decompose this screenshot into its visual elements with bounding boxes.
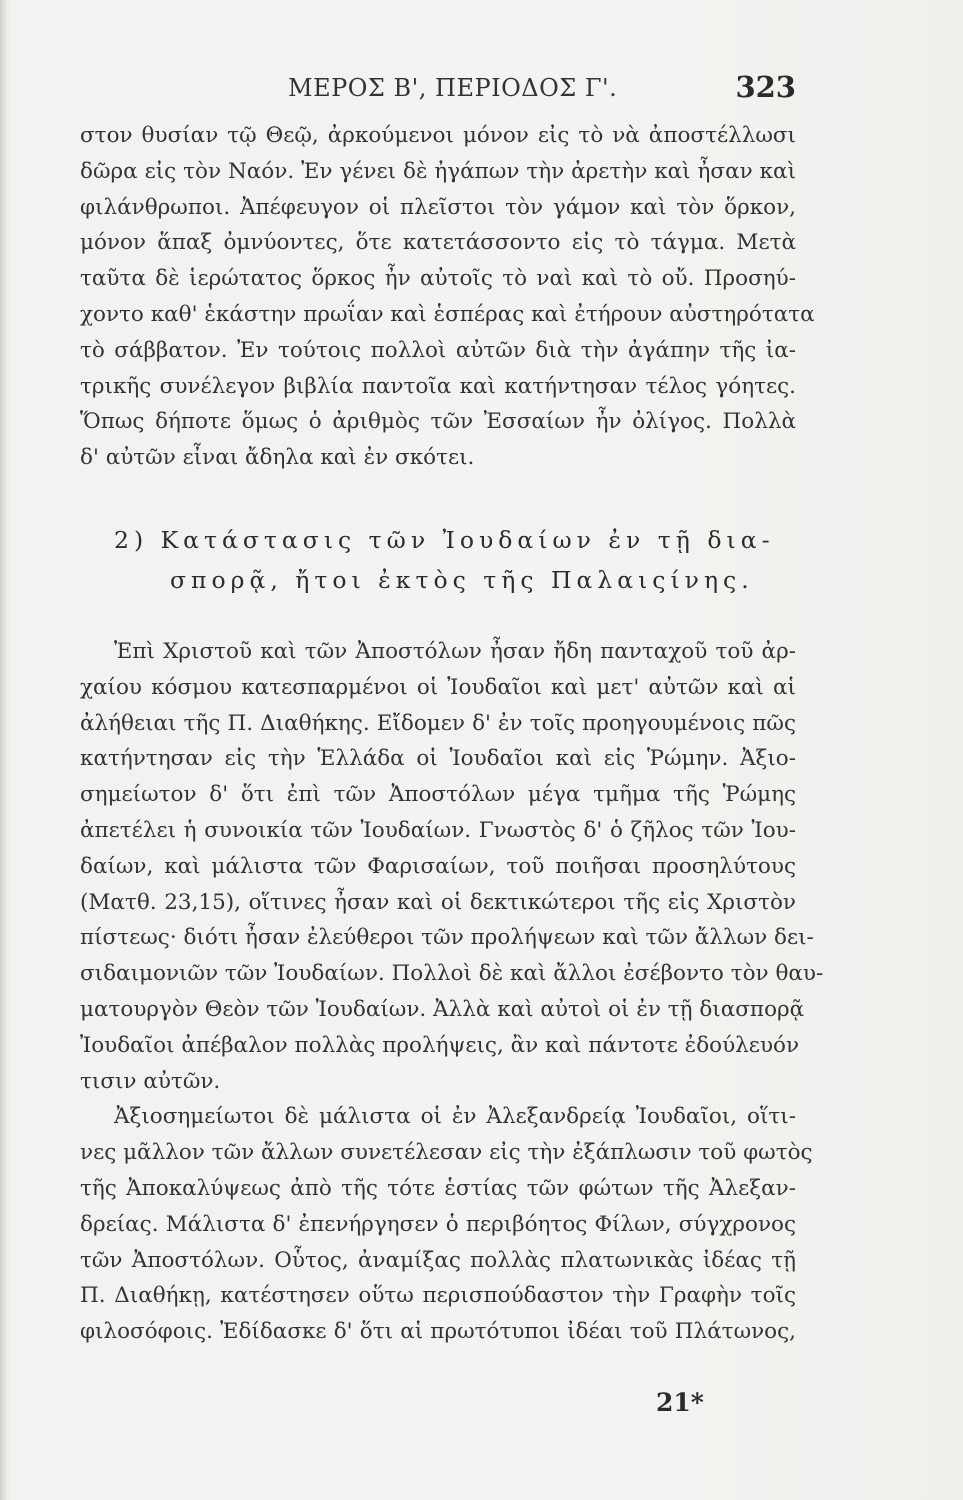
text-line: στον θυσίαν τῷ Θεῷ, ἀρκούμενοι μόνον εἰς τὸ νὰ ἀποστέλλωσι (80, 123, 796, 148)
text-line: Ὅπως δήποτε ὅμως ὁ ἀριθμὸς τῶν Ἐσσαίων ἦν ὀλίγος. Πολλὰ (80, 409, 796, 435)
text-line: χαίου κόσμου κατεσπαρμένοι οἱ Ἰουδαῖοι καὶ μετ' αὐτῶν καὶ αἱ (80, 674, 796, 700)
text-line: τὸ σάββατον. Ἐν τούτοις πολλοὶ αὐτῶν διὰ τὴν ἀγάπην τῆς ἰα- (80, 337, 796, 363)
text-line: Ἰουδαῖοι ἀπέβαλον πολλὰς προλήψεις, ἂν καὶ πάντοτε ἐδούλευόν (80, 1032, 800, 1058)
section-heading (80, 520, 796, 600)
running-head: ΜΕΡΟΣ Β', ΠΕΡΙΟΔΟΣ Γ'. (288, 74, 618, 102)
text-line: τρικῆς συνέλεγον βιβλία παντοῖα καὶ κατήντησαν τέλος γόητες. (80, 373, 796, 399)
text-line: φιλάνθρωποι. Ἀπέφευγον οἱ πλεῖστοι τὸν γάμον καὶ τὸν ὅρκον, (80, 194, 796, 220)
text-line: δρείας. Μάλιστα δ' ἐπενήργησεν ὁ περιβόητος Φίλων, σύγχρονος (80, 1211, 796, 1237)
text-line: μόνον ἅπαξ ὀμνύοντες, ὅτε κατετάσσοντο εἰς τὸ τάγμα. Μετὰ (80, 230, 796, 256)
text-line: ταῦτα δὲ ἱερώτατος ὅρκος ἦν αὐτοῖς τὸ ναὶ καὶ τὸ οὔ. Προσηύ- (80, 266, 796, 292)
text-line: δαίων, καὶ μάλιστα τῶν Φαρισαίων, τοῦ ποιῆσαι προσηλύτους (80, 853, 796, 879)
signature-mark: 21* (656, 1388, 704, 1417)
text-line: δ' αὐτῶν εἶναι ἄδηλα καὶ ἐν σκότει. (80, 445, 475, 471)
text-line: Π. Διαθήκῃ, κατέστησεν οὕτω περισπούδαστον τὴν Γραφὴν τοῖς (80, 1283, 796, 1309)
page-header (80, 70, 796, 110)
text-line: Ἀξιοσημείωτοι δὲ μάλιστα οἱ ἐν Ἀλεξανδρείᾳ Ἰουδαῖοι, οἵτι- (114, 1104, 796, 1130)
text-line: τῶν Ἀποστόλων. Οὗτος, ἀναμίξας πολλὰς πλατωνικὰς ἰδέας τῇ (80, 1247, 796, 1273)
section-heading-line-2: σπορᾷ, ἤτοι ἐκτὸς τῆς Παλαιςίνης. (170, 566, 754, 594)
section-heading-line-1: 2) Κατάστασις τῶν Ἰουδαίων ἐν τῇ δια- (114, 526, 775, 554)
page-number: 323 (735, 70, 796, 104)
text-line: νες μᾶλλον τῶν ἄλλων συνετέλεσαν εἰς τὴν ἐξάπλωσιν τοῦ φωτὸς (80, 1140, 813, 1166)
text-line: (Ματθ. 23,15), οἵτινες ἦσαν καὶ οἱ δεκτικώτεροι τῆς εἰς Χριστὸν (80, 889, 796, 915)
text-line: ματουργὸν Θεὸν τῶν Ἰουδαίων. Ἀλλὰ καὶ αὐτοὶ οἱ ἐν τῇ διασπορᾷ (80, 996, 805, 1022)
text-line: πίστεως· διότι ἦσαν ἐλεύθεροι τῶν προλήψεων καὶ τῶν ἄλλων δει- (80, 925, 814, 951)
text-line: κατήντησαν εἰς τὴν Ἑλλάδα οἱ Ἰουδαῖοι καὶ εἰς Ῥώμην. Ἀξιο- (80, 746, 796, 772)
text-line: τισιν αὐτῶν. (80, 1068, 221, 1094)
text-line: δῶρα εἰς τὸν Ναόν. Ἐν γένει δὲ ἠγάπων τὴν ἀρετὴν καὶ ἦσαν καὶ (80, 158, 796, 184)
text-line: σημείωτον δ' ὅτι ἐπὶ τῶν Ἀποστόλων μέγα τμῆμα τῆς Ῥώμης (80, 782, 796, 808)
page-edge (0, 0, 7, 1500)
text-line: ἀλήθειαι τῆς Π. Διαθήκης. Εἴδομεν δ' ἐν τοῖς προηγουμένοις πῶς (80, 710, 796, 736)
text-line: χοντο καθ' ἑκάστην πρωΐαν καὶ ἑσπέρας καὶ ἐτήρουν αὐστηρότατα (80, 301, 815, 327)
section-body (80, 634, 824, 1350)
text-line: τῆς Ἀποκαλύψεως ἀπὸ τῆς τότε ἑστίας τῶν φώτων τῆς Ἀλεξαν- (80, 1175, 796, 1201)
text-line: ἀπετέλει ἡ συνοικία τῶν Ἰουδαίων. Γνωστὸς δ' ὁ ζῆλος τῶν Ἰου- (80, 817, 796, 843)
paragraph-essenes (80, 118, 815, 476)
text-line: φιλοσόφοις. Ἐδίδασκε δ' ὅτι αἱ πρωτότυποι ἰδέαι τοῦ Πλάτωνος, (80, 1319, 796, 1345)
text-line: σιδαιμονιῶν τῶν Ἰουδαίων. Πολλοὶ δὲ καὶ ἄλλοι ἐσέβοντο τὸν θαυ- (80, 961, 824, 987)
text-line: Ἐπὶ Χριστοῦ καὶ τῶν Ἀποστόλων ἦσαν ἤδη πανταχοῦ τοῦ ἀρ- (114, 639, 796, 664)
